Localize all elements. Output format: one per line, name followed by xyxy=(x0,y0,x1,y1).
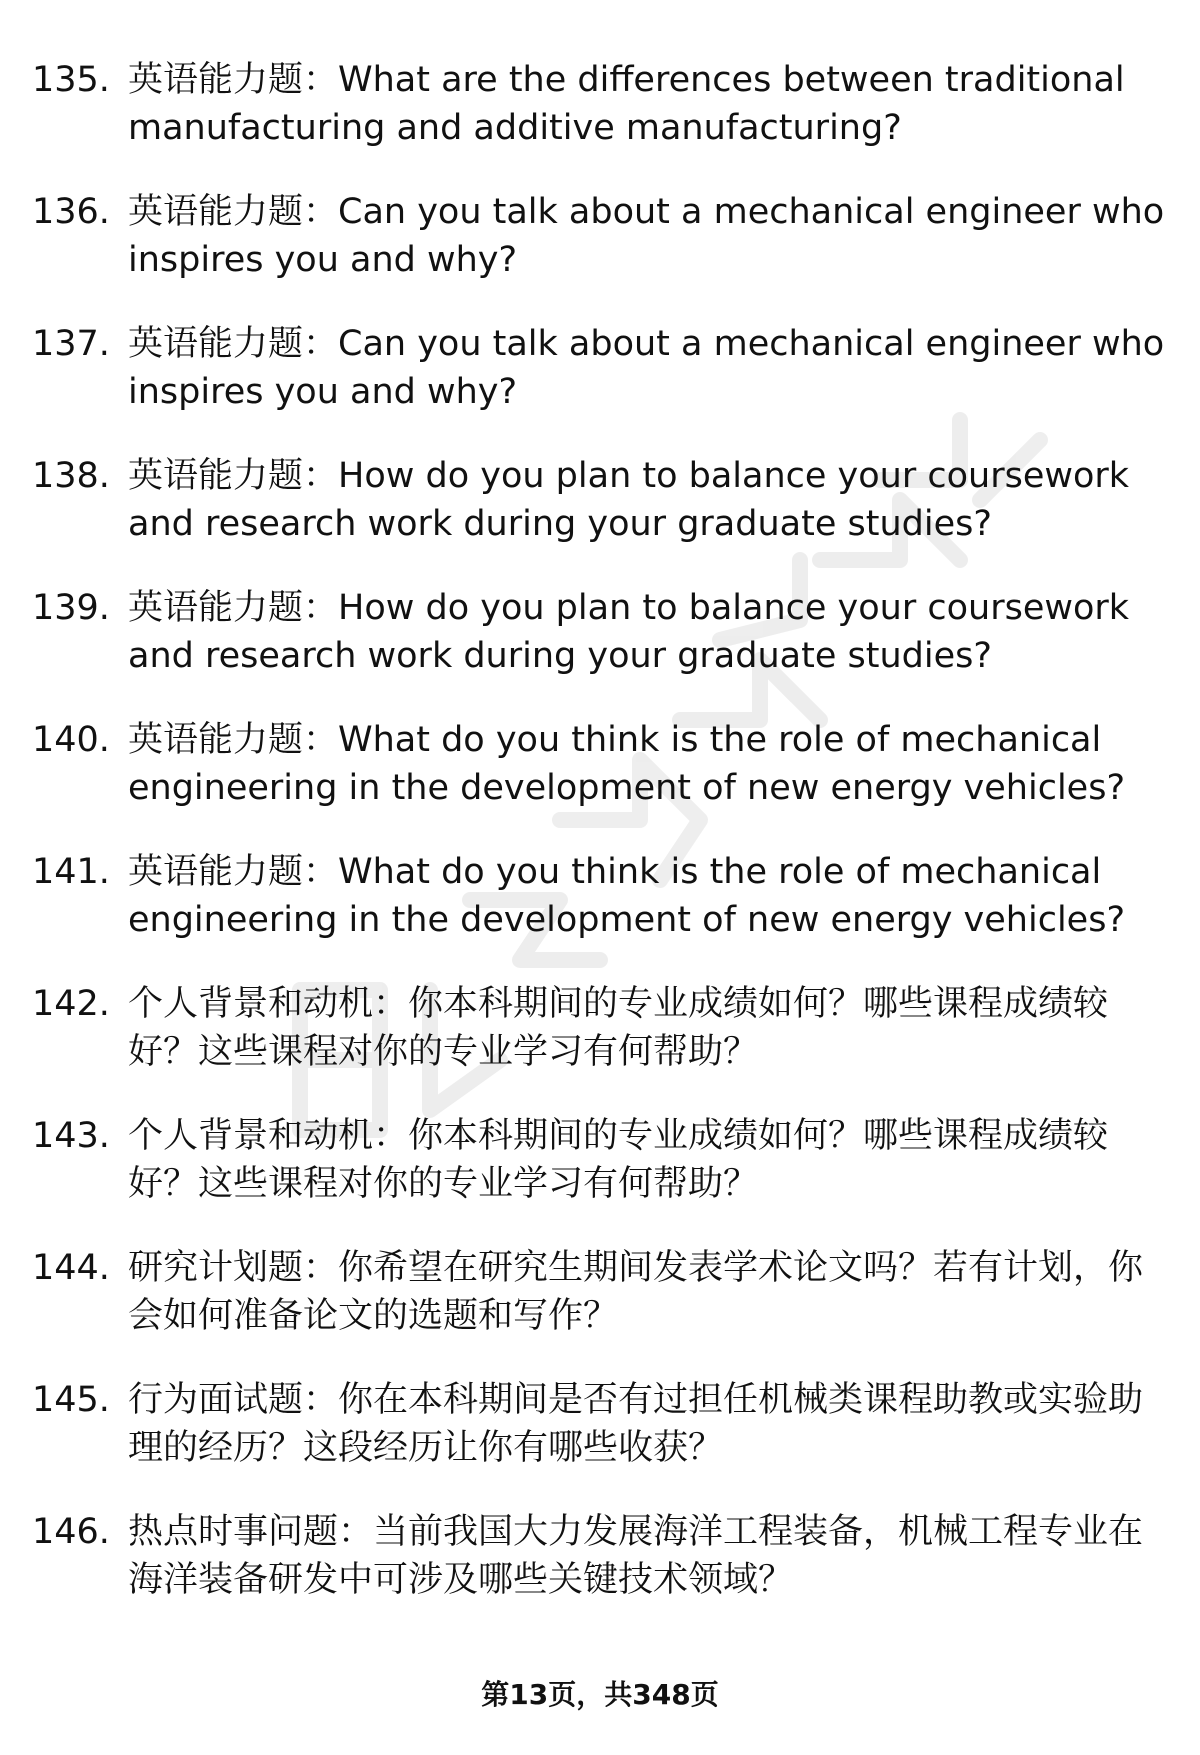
question-item xyxy=(0,188,1200,320)
question-text: 英语能力题：What are the differences between traditional manufacturing and additive manufacturing? xyxy=(128,60,1125,148)
question-text: 英语能力题：Can you talk about a mechanical engineer who inspires you and why? xyxy=(128,324,1165,412)
question-text: 个人背景和动机：你本科期间的专业成绩如何？哪些课程成绩较好？这些课程对你的专业学习有何帮助？ xyxy=(128,1116,1109,1204)
question-text: 热点时事问题：当前我国大力发展海洋工程装备，机械工程专业在海洋装备研发中可涉及哪些关键技术领域？ xyxy=(128,1512,1144,1600)
question-text: 行为面试题：你在本科期间是否有过担任机械类课程助教或实验助理的经历？这段经历让你有哪些收获？ xyxy=(128,1380,1144,1468)
question-item xyxy=(0,1376,1200,1508)
question-number: 141. xyxy=(32,852,110,892)
question-item xyxy=(0,56,1200,188)
question-number: 136. xyxy=(32,192,110,232)
question-number: 137. xyxy=(32,324,110,364)
question-number: 138. xyxy=(32,456,110,496)
question-text: 英语能力题：Can you talk about a mechanical engineer who inspires you and why? xyxy=(128,192,1165,280)
question-item xyxy=(0,1508,1200,1640)
question-text: 英语能力题：How do you plan to balance your coursework and research work during your graduate studies? xyxy=(128,456,1130,544)
question-number: 143. xyxy=(32,1116,110,1156)
question-item xyxy=(0,452,1200,584)
question-text: 研究计划题：你希望在研究生期间发表学术论文吗？若有计划，你会如何准备论文的选题和写作？ xyxy=(128,1248,1144,1336)
question-list xyxy=(0,56,1200,1640)
question-number: 139. xyxy=(32,588,110,628)
question-item xyxy=(0,320,1200,452)
question-number: 135. xyxy=(32,60,110,100)
question-text: 英语能力题：How do you plan to balance your coursework and research work during your graduate studies? xyxy=(128,588,1130,676)
question-text: 个人背景和动机：你本科期间的专业成绩如何？哪些课程成绩较好？这些课程对你的专业学习有何帮助？ xyxy=(128,984,1109,1072)
question-item xyxy=(0,848,1200,980)
question-item xyxy=(0,980,1200,1112)
question-text: 英语能力题：What do you think is the role of mechanical engineering in the development of new energy vehicles? xyxy=(128,852,1126,940)
question-number: 146. xyxy=(32,1512,110,1552)
question-text: 英语能力题：What do you think is the role of mechanical engineering in the development of new energy vehicles? xyxy=(128,720,1126,808)
question-item xyxy=(0,1112,1200,1244)
question-number: 142. xyxy=(32,984,110,1024)
question-number: 140. xyxy=(32,720,110,760)
question-item xyxy=(0,1244,1200,1376)
question-item xyxy=(0,584,1200,716)
question-number: 145. xyxy=(32,1380,110,1420)
page-number-footer: 第13页，共348页 xyxy=(481,1678,719,1711)
question-item xyxy=(0,716,1200,848)
question-number: 144. xyxy=(32,1248,110,1288)
